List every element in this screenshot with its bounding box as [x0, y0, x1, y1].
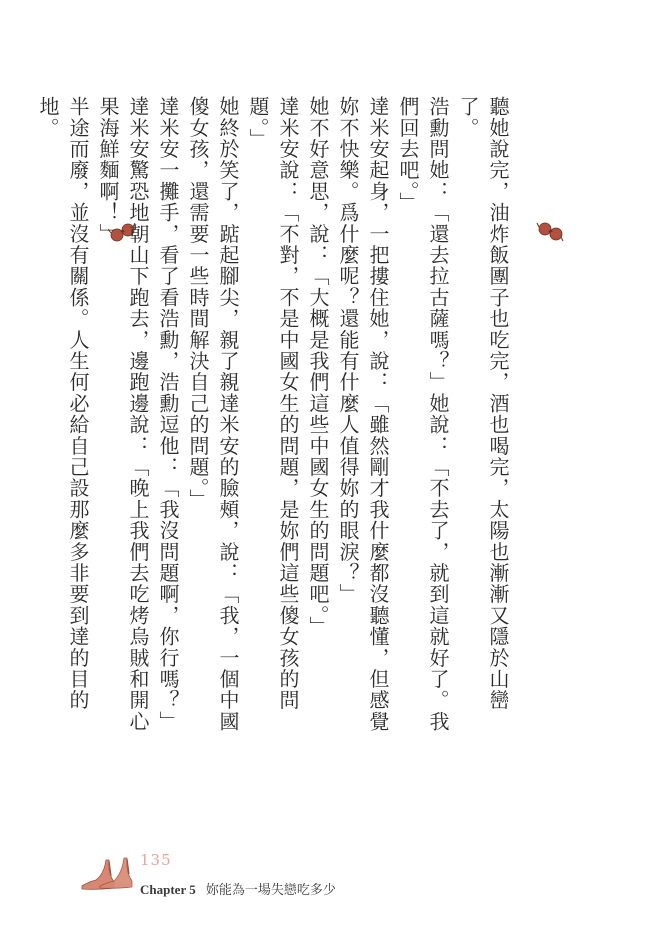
page-number: 135 [140, 851, 172, 869]
chapter-label: Chapter 5 [140, 882, 196, 897]
paragraph: 達米安一攤手，看了看浩勳，浩勳逗他：「我沒問題啊，你行嗎？」 [156, 96, 180, 732]
paragraph: 半途而廢，並沒有關係。人生何必給自己設那麼多非要到達的目的地。 [36, 96, 90, 711]
paragraph: 達米安說：「不對，不是中國女生的問題，是妳們這些傻女孩的問題。」 [246, 96, 300, 711]
paragraph: 她終於笑了，踮起腳尖，親了親達米安的臉頰，說：「我，一個中國傻女孩，還需要一些時間解決自己的問題。」 [186, 96, 240, 732]
paragraph: 浩勳問她：「還去拉古薩嗎？」她說：「不去了，就到這就好了。我們回去吧。」 [396, 96, 450, 732]
chapter-title: 妳能為一場失戀吃多少 [205, 883, 336, 898]
body-text [33, 96, 513, 736]
paragraph: 達米安起身，一把摟住她，說：「雖然剛才我什麼都沒聽懂，但感覺妳不快樂。爲什麼呢？還能有什麼人值得妳的眼淚？」 [336, 96, 390, 732]
paragraph: 達米安驚恐地朝山下跑去，邊跑邊說：「晚上我們去吃烤烏賊和開心果海鮮麵啊！」 [96, 96, 150, 732]
high-heel-shoes-icon [78, 852, 134, 892]
sunglasses-icon [536, 218, 564, 244]
running-footer [140, 879, 336, 898]
paragraph: 聽她說完，油炸飯團子也吃完，酒也喝完，太陽也漸漸又隱於山巒了。 [456, 96, 510, 711]
paragraph: 她不好意思，說：「大概是我們這些中國女生的問題吧。」 [306, 96, 330, 638]
